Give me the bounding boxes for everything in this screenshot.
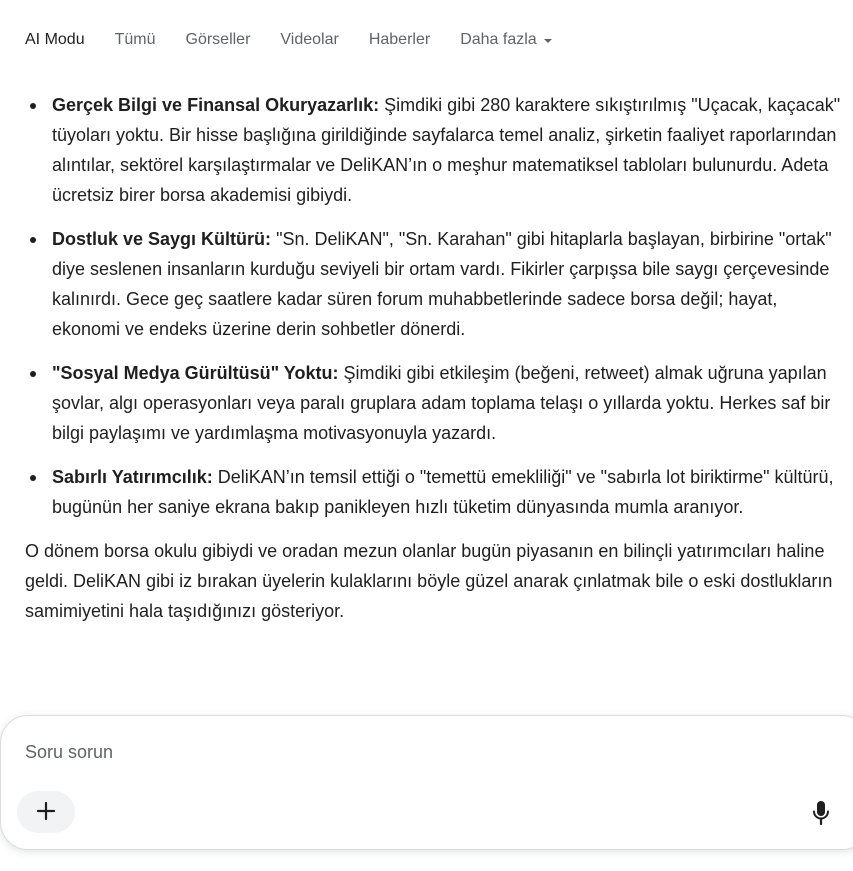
mic-icon	[812, 800, 830, 829]
tab-videos[interactable]	[280, 31, 338, 49]
plus-icon	[36, 801, 56, 824]
tab-label: Daha fazla	[460, 31, 537, 48]
tab-news[interactable]	[369, 31, 430, 49]
ai-response	[25, 90, 845, 626]
search-tabs	[25, 28, 582, 52]
tab-images[interactable]	[186, 31, 251, 49]
bullet-text: Şimdiki gibi etkileşim (beğeni, retweet) almak uğruna yapılan şovlar, algı operasyonları veya paralı gruplara adam toplama telaşı o yıllarda yoktu. Herkes saf bir bilgi paylaşımı ve yardımlaşma motivasyonuyla yazardı.	[52, 363, 831, 443]
response-bullet-list	[25, 90, 845, 522]
bullet-title: Gerçek Bilgi ve Finansal Okuryazarlık:	[52, 95, 380, 115]
bullet-text: "Sn. DeliKAN", "Sn. Karahan" gibi hitaplarla başlayan, birbirine "ortak" diye seslenen insanların kurduğu seviyeli bir ortam vardı. Fikirler çarpışsa bile saygı çerçevesinde kalınırdı. Gece geç saatlere kadar süren forum muhabbetlerinde sadece borsa değil; hayat, ekonomi ve endeks üzerine derin sohbetler dönerdi.	[52, 229, 832, 339]
ask-input[interactable]	[25, 736, 725, 768]
tab-label: Görseller	[185, 31, 251, 48]
bullet-title: Dostluk ve Saygı Kültürü:	[52, 229, 272, 249]
tab-ai-mode[interactable]	[25, 31, 85, 49]
ask-box	[0, 715, 853, 850]
list-item	[25, 358, 845, 448]
list-item	[25, 224, 845, 344]
bullet-text: DeliKAN’ın temsil ettiği o "temettü emekliliği" ve "sabırla lot biriktirme" kültürü, bugünün her saniye ekrana bakıp panikleyen hızlı tüketim dünyasında mumla aranıyor.	[52, 467, 834, 517]
bullet-text: Şimdiki gibi 280 karaktere sıkıştırılmış "Uçacak, kaçacak" tüyoları yoktu. Bir hisse başlığına girildiğinde sayfalarca temel analiz, şirketin faaliyet raporlarından alıntılar, sektörel karşılaştırmalar ve DeliKAN’ın o meşhur matematiksel tabloları bulunurdu. Adeta ücretsiz birer borsa akademisi gibiydi.	[52, 95, 841, 205]
add-button[interactable]	[17, 791, 75, 833]
tab-label: Haberler	[368, 31, 431, 48]
bullet-title: "Sosyal Medya Gürültüsü" Yoktu:	[52, 363, 339, 383]
closing-paragraph: O dönem borsa okulu gibiydi ve oradan mezun olanlar bugün piyasanın en bilinçli yatırımcıları haline geldi. DeliKAN gibi iz bırakan üyelerin kulaklarını böyle güzel anarak çınlatmak bile o eski dostlukların samimiyetini hala taşıdığınızı gösteriyor.	[25, 541, 833, 621]
tab-label: AI Modu	[25, 31, 85, 48]
tab-all[interactable]	[115, 31, 156, 49]
list-item	[25, 462, 845, 522]
tab-label: Videolar	[280, 31, 339, 48]
tab-more[interactable]	[460, 31, 552, 49]
list-item	[25, 90, 845, 210]
voice-input-button[interactable]	[801, 794, 841, 834]
bullet-title: Sabırlı Yatırımcılık:	[52, 467, 213, 487]
caret-down-icon	[544, 39, 552, 43]
tab-label: Tümü	[114, 31, 156, 48]
